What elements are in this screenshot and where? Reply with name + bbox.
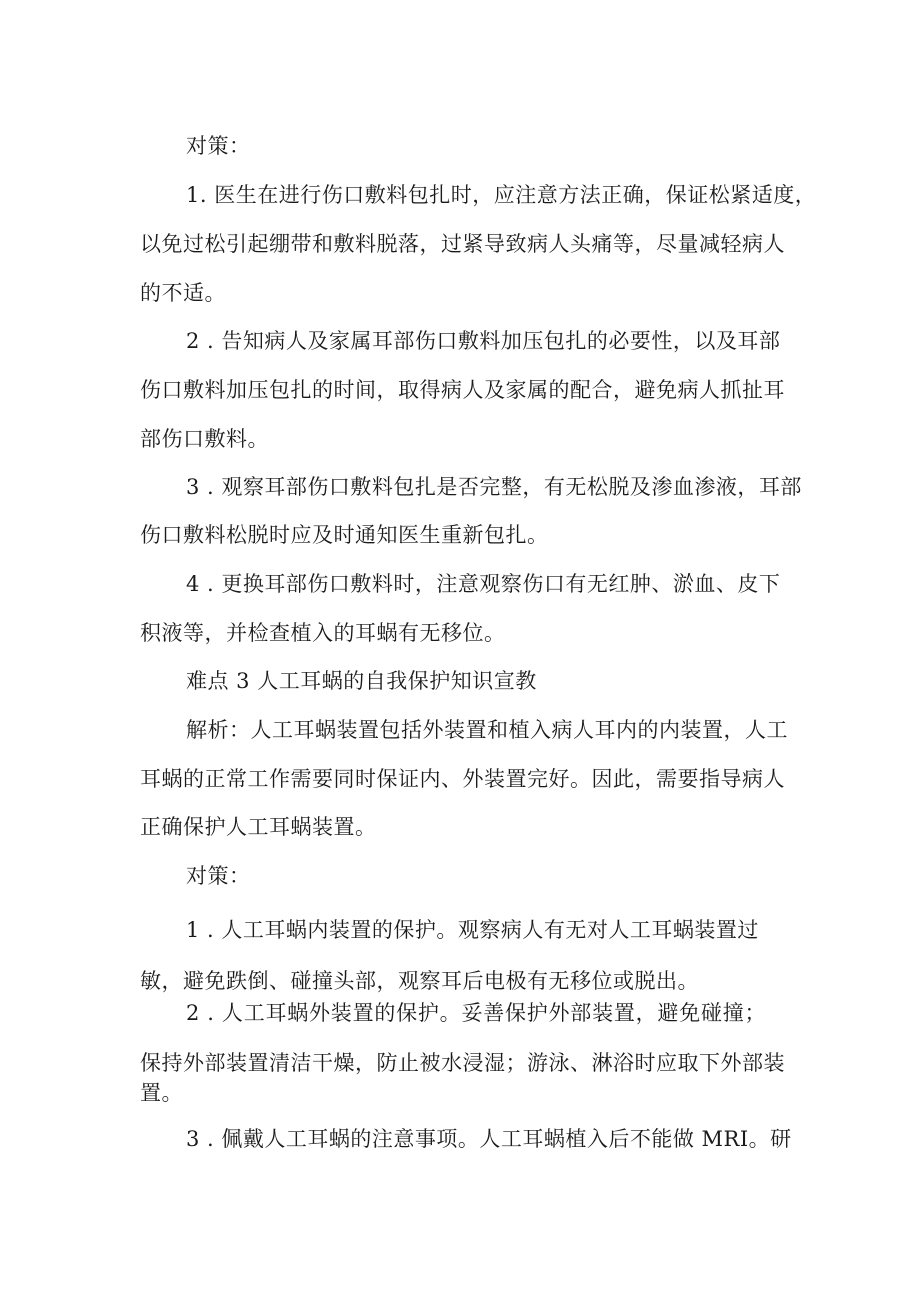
paragraph-line: 解析：人工耳蜗装置包括外装置和植入病人耳内的内装置，人工 bbox=[186, 718, 788, 742]
paragraph-line: 4 . 更换耳部伤口敷料时，注意观察伤口有无红肿、淤血、皮下 bbox=[186, 572, 781, 596]
paragraph-line: 以免过松引起绷带和敷料脱落，过紧导致病人头痛等，尽量减轻病人 bbox=[140, 232, 785, 256]
paragraph-line: 的不适。 bbox=[140, 281, 226, 305]
paragraph-line: 伤口敷料松脱时应及时通知医生重新包扎。 bbox=[140, 523, 549, 547]
paragraph-line: 伤口敷料加压包扎的时间，取得病人及家属的配合，避免病人抓扯耳 bbox=[140, 378, 785, 402]
section-heading: 难点 3 人工耳蜗的自我保护知识宣教 bbox=[186, 669, 537, 693]
paragraph-line: 部伤口敷料。 bbox=[140, 427, 269, 451]
heading-countermeasures: 对策： bbox=[186, 864, 251, 888]
paragraph-line: 1 . 人工耳蜗内装置的保护。观察病人有无对人工耳蜗装置过 bbox=[186, 918, 759, 942]
paragraph-line: 2 . 人工耳蜗外装置的保护。妥善保护外部装置，避免碰撞； bbox=[186, 1001, 766, 1025]
paragraph-line: 敏，避免跌倒、碰撞头部，观察耳后电极有无移位或脱出。 bbox=[140, 969, 699, 993]
paragraph-line: 置。 bbox=[140, 1081, 183, 1105]
paragraph-line: 3 . 观察耳部伤口敷料包扎是否完整，有无松脱及渗血渗液，耳部 bbox=[186, 475, 802, 499]
heading-countermeasures: 对策： bbox=[186, 134, 251, 158]
paragraph-line: 保持外部装置清洁干燥，防止被水浸湿；游泳、淋浴时应取下外部装 bbox=[140, 1051, 785, 1075]
paragraph-line: 积液等，并检查植入的耳蜗有无移位。 bbox=[140, 621, 506, 645]
paragraph-line: 正确保护人工耳蜗装置。 bbox=[140, 815, 377, 839]
paragraph-line: 3 . 佩戴人工耳蜗的注意事项。人工耳蜗植入后不能做 MRI。研 bbox=[186, 1127, 792, 1151]
paragraph-line: 耳蜗的正常工作需要同时保证内、外装置完好。因此，需要指导病人 bbox=[140, 767, 785, 791]
paragraph-line: 1. 医生在进行伤口敷料包扎时，应注意方法正确，保证松紧适度， bbox=[186, 183, 817, 207]
paragraph-line: 2 . 告知病人及家属耳部伤口敷料加压包扎的必要性，以及耳部 bbox=[186, 329, 781, 353]
